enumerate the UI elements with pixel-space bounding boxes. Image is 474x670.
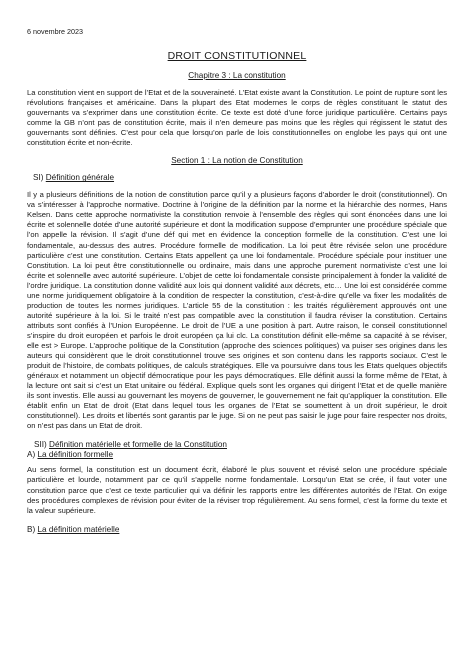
point-label: La définition matérielle	[37, 524, 120, 534]
document-title: DROIT CONSTITUTIONNEL	[167, 50, 307, 62]
chapter-heading: Chapitre 3 : La constitution	[188, 71, 286, 80]
subsection-heading-2	[34, 440, 447, 449]
point-letter: B)	[27, 524, 36, 534]
point-a-paragraph: Au sens formel, la constitution est un document écrit, élaboré le plus souvent et révisé selon une procédure spéciale particulière et lourde, notamment par ce qu’il s’appelle norme fondamentale. Lorsqu’un Etat se crée, il faut voter une constitution parce que c’est ce texte particulier qui va définir les rapports entre les différentes autorités de l’Etat. On exige des procédures complexes de révision pour éviter de la réviser trop régulièrement. Au sens formel, c’est la forme du texte et la valeur supérieure.	[27, 465, 447, 515]
point-heading-b	[27, 525, 447, 534]
subsection-1-paragraph: Il y a plusieurs définitions de la notion de constitution parce qu’il y a plusieurs façons d’aborder le droit (constitutionnel). On va s’intéresser à l’approche normative. Doctrine à l’origine de la définition par la norme et la hiérarchie des normes, Hans Kelsen. Dans cette approche normativiste la constitution renvoie à l’ensemble des règles qui sont énoncées dans une loi écrite et solennelle dotée d’une autorité supérieure et dont la modification suppose d’emprunter une procédure spéciale que l’on appelle la révision. Il s’agit d’une déf qui met en évidence la conception formelle de la constitution. C’est une loi fondamentale, au-dessus des autres. Procédure formelle de modification. La loi peut être révisée selon une procédure particulière c’est une constitution. Certains Etats appellent ça une loi fondamentale. Procédure spéciale pour instituer une Constitution. La loi peut être constitutionnelle ou ordinaire, mais dans une approche purement normativiste c’est une loi écrite et solennelle avec autorité supérieure. L’objet de cette loi fondamentale consiste principalement à fonder la validité de l’ordre juridique. La constitution donne validité aux lois qui donnent validité aux décrets, etc… Une loi est considérée comme une norme juridiquement obligatoire à la condition de respecter la constitution, c’est-à-dire qu’elle va fixer les modalités de production de toutes les normes juridiques. L’article 55 de la constitution : les traités régulièrement approuvés ont une autorité supérieure à la loi. Si le traité n’est pas compatible avec la constitution il faudra réviser la constitution. Certains attributs sont confiés à l’Union Européenne. Le droit de l’UE a une position à part. Autre raison, le conseil constitutionnel s’inspire du droit européen et parfois le droit européen ça lui clc. La constitution définit elle-même sa capacité à se réviser, elle est > Europe. L’approche politique de la Constitution (approche des sciences politiques) va puiser ses origines dans les auteurs qui considèrent que le droit constitutionnel trouve ses origines et son contenu dans les rapports sociaux. C’est le produit de l’histoire, de combats politiques, de calculs stratégiques. Elle va poursuivre dans tous les Etats quelques objectifs généraux et notamment un objectif démocratique pour les pays démocratiques. Elle définit aussi la forme même de l’Etat, à la lecture ont sait si c’est un Etat unitaire ou fédéral. Explique quels sont les organes qui dirigent l’Etat et de quelle manière ils sont investis. Elle aussi au gouvernant les moyens de gouverner, le gouvernement ne fait qu’appliquer la constitution. Elle établit enfin un Etat de droit (Etat dans lequel tous les organes de l’Etat se soumettent à un droit supérieur, le droit constitutionnel). Les droits et libertés sont garantis par le juge. Si on ne peut pas saisir le juge pour faire respecter nos droits, on n’est pas dans un Etat de droit.	[27, 190, 447, 431]
document-date: 6 novembre 2023	[27, 27, 83, 36]
point-label: La définition formelle	[37, 450, 114, 460]
point-heading-a	[27, 450, 447, 459]
subsection-label: Définition matérielle et formelle de la Constitution	[49, 440, 227, 450]
subsection-label: Définition générale	[45, 173, 115, 183]
section-heading: Section 1 : La notion de Constitution	[171, 156, 303, 166]
intro-paragraph: La constitution vient en support de l’Etat et de la souveraineté. L’Etat existe avant la Constitution. Le point de rupture sont les révolutions françaises et américaine. Dans la plupart des Etat modernes le corps de règles constituant le statut des gouvernants va s’exprimer dans une constitution écrite. Ce texte est doté d’une force juridique particulière. Certains pays comme la GB n’ont pas de constitution écrite, mais il n’en demeure pas moins que les règles qui régissent le statut des gouvernants sont définies. C’est pour cela que lorsqu’on parle de lois constitutionnelles on englobe les pays qui ont une constitution écrite et non-écrite.	[27, 88, 447, 148]
subsection-heading-1	[33, 173, 447, 182]
subsection-number: SI)	[33, 173, 44, 183]
subsection-number: SII)	[34, 440, 47, 450]
point-letter: A)	[27, 450, 36, 460]
